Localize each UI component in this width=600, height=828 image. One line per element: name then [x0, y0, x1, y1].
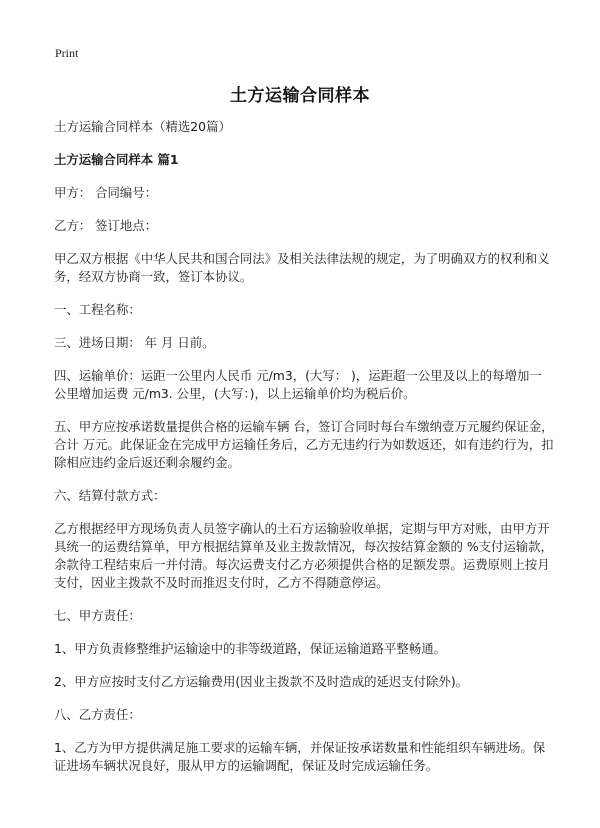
- paragraph-party-a-duty-1: 1、甲方负责修整维护运输途中的非等级道路，保证运输道路平整畅通。: [54, 641, 446, 656]
- paragraph-settlement-terms: 乙方根据经甲方现场负责人员签字确认的土石方运输验收单据，定期与甲方对账，由甲方开具统一的运费结算单，甲方根据结算单及业主拨款情况，每次按结算金额的 %支付运输款，余款待工程结束后一并付清。每次运费支付乙方必须提供合格的足额发票。运费原则上按月支付，因业主拨款不及时而推迟支付时，乙方不得随意停运。: [54, 521, 553, 590]
- print-label: Print: [55, 46, 79, 60]
- paragraph-party-a-duties-heading: 七、甲方责任：: [54, 608, 141, 623]
- paragraph-party-b: 乙方： 签订地点：: [54, 218, 158, 233]
- paragraph-project-name: 一、工程名称：: [54, 302, 141, 317]
- paragraph-party-b-duty-1: 1、乙方为甲方提供满足施工要求的运输车辆，并保证按承诺数量和性能组织车辆进场。保证进场车辆状况良好，服从甲方的运输调配，保证及时完成运输任务。: [54, 740, 546, 773]
- paragraph-settlement-heading: 六、结算付款方式：: [54, 488, 166, 503]
- paragraph-unit-price: 四、运输单价：运距一公里内人民币 元/m3，(大写： )，运距超一公里及以上的每增加一公里增加运费 元/m3. 公里，(大写：)，以上运输单价均为税后价。: [54, 368, 542, 401]
- paragraph-preamble: 甲乙双方根据《中华人民共和国合同法》及相关法律法规的规定，为了明确双方的权利和义务，经双方协商一致，签订本协议。: [54, 251, 550, 284]
- paragraph-party-a: 甲方： 合同编号：: [54, 185, 158, 200]
- paragraph-vehicles-deposit: 五、甲方应按承诺数量提供合格的运输车辆 台，签订合同时每台车缴纳壹万元履约保证金，合计 万元。此保证金在完成甲方运输任务后，乙方无违约行为如数返还，如有违约行为，扣除相应违约金后返还剩余履约金。: [54, 419, 554, 470]
- document-title: 土方运输合同样本: [230, 86, 370, 106]
- document-body: [54, 118, 554, 790]
- paragraph-party-a-duty-2: 2、甲方应按时支付乙方运输费用(因业主拨款不及时造成的延迟支付除外)。: [54, 674, 469, 689]
- section-heading: 土方运输合同样本 篇1: [54, 152, 179, 167]
- paragraph-party-b-duties-heading: 八、乙方责任：: [54, 707, 141, 722]
- document-subtitle: 土方运输合同样本（精选20篇）: [54, 119, 231, 134]
- paragraph-entry-date: 三、进场日期： 年 月 日前。: [54, 335, 215, 350]
